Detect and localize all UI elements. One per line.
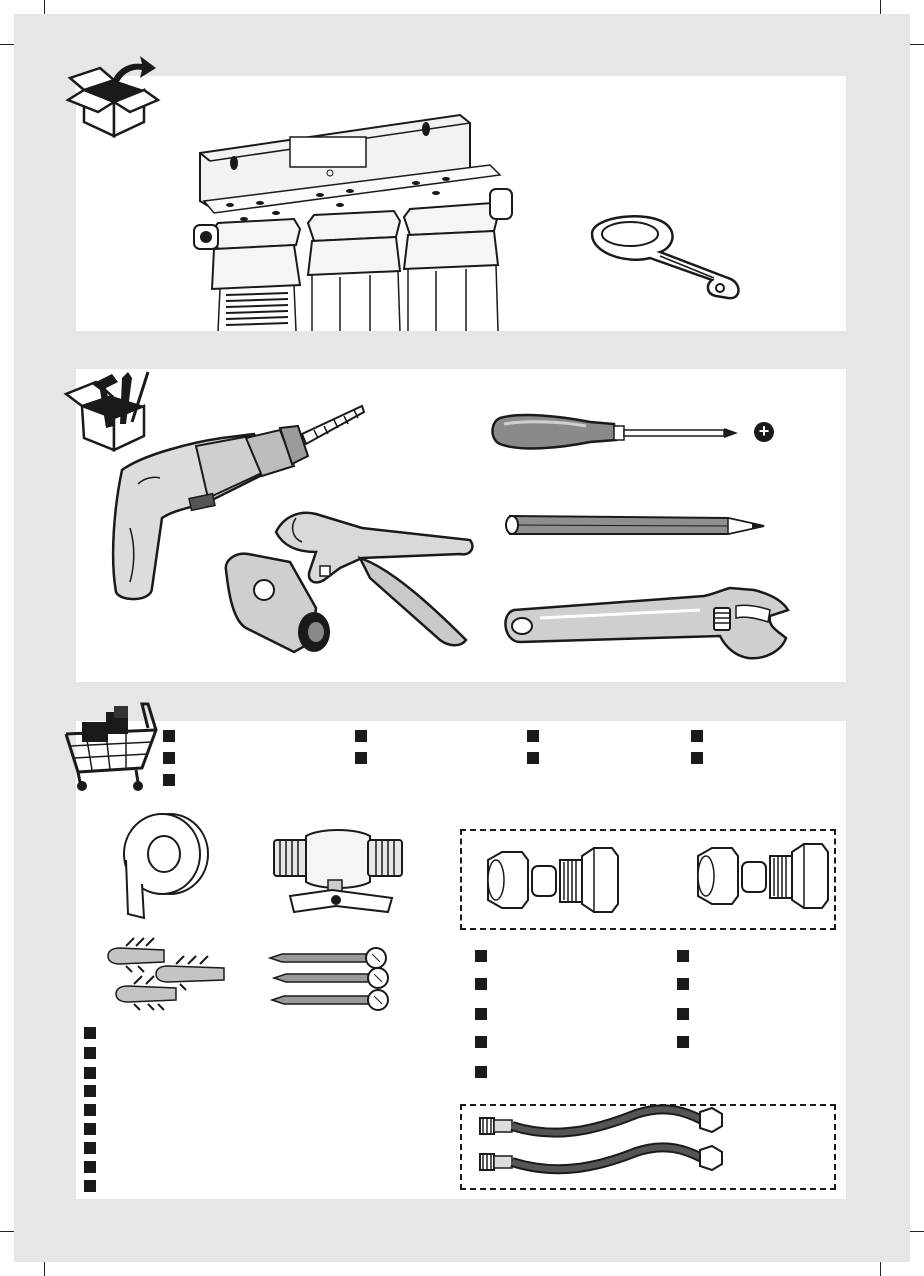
item-marker xyxy=(84,1104,96,1116)
crop-mark xyxy=(0,44,14,45)
item-marker xyxy=(84,1123,96,1135)
phillips-screwdriver-icon xyxy=(490,412,740,452)
crop-mark xyxy=(44,1262,45,1276)
pipe-cutter-icon xyxy=(220,508,476,658)
item-marker xyxy=(475,1008,487,1020)
crop-mark xyxy=(880,0,881,14)
item-marker xyxy=(84,1161,96,1173)
filter-housing-wrench-icon xyxy=(588,212,748,302)
item-marker xyxy=(84,1027,96,1039)
item-marker xyxy=(475,1066,487,1078)
item-marker xyxy=(163,752,175,764)
item-marker xyxy=(527,730,539,742)
screw-icon xyxy=(268,944,390,1010)
pencil-icon xyxy=(502,512,766,540)
crop-mark xyxy=(910,44,924,45)
compression-fitting-icon xyxy=(692,842,832,910)
item-marker xyxy=(677,978,689,990)
ptfe-tape-icon xyxy=(118,810,214,920)
item-marker xyxy=(84,1180,96,1192)
item-marker xyxy=(163,774,175,786)
item-marker xyxy=(677,1036,689,1048)
item-marker xyxy=(677,1008,689,1020)
crop-mark xyxy=(44,0,45,14)
item-marker xyxy=(475,1036,487,1048)
flexible-hose-icon xyxy=(476,1106,726,1182)
item-marker xyxy=(691,752,703,764)
shopping-cart-icon xyxy=(62,700,162,792)
triple-filter-housing-icon xyxy=(190,105,520,331)
item-marker xyxy=(527,752,539,764)
item-marker xyxy=(475,950,487,962)
item-marker xyxy=(355,730,367,742)
item-marker xyxy=(84,1067,96,1079)
item-marker xyxy=(677,950,689,962)
phillips-head-symbol-icon: + xyxy=(754,422,774,442)
item-marker xyxy=(84,1047,96,1059)
crop-mark xyxy=(0,1231,14,1232)
item-marker xyxy=(163,730,175,742)
item-marker xyxy=(84,1085,96,1097)
adjustable-wrench-icon xyxy=(500,586,792,666)
open-box-icon xyxy=(64,52,164,138)
crop-mark xyxy=(880,1262,881,1276)
crop-mark xyxy=(910,1231,924,1232)
compression-fitting-icon xyxy=(482,846,622,914)
wall-plug-icon xyxy=(104,936,236,1012)
item-marker xyxy=(691,730,703,742)
item-marker xyxy=(355,752,367,764)
ball-valve-icon xyxy=(270,826,410,916)
item-marker xyxy=(84,1142,96,1154)
item-marker xyxy=(475,978,487,990)
